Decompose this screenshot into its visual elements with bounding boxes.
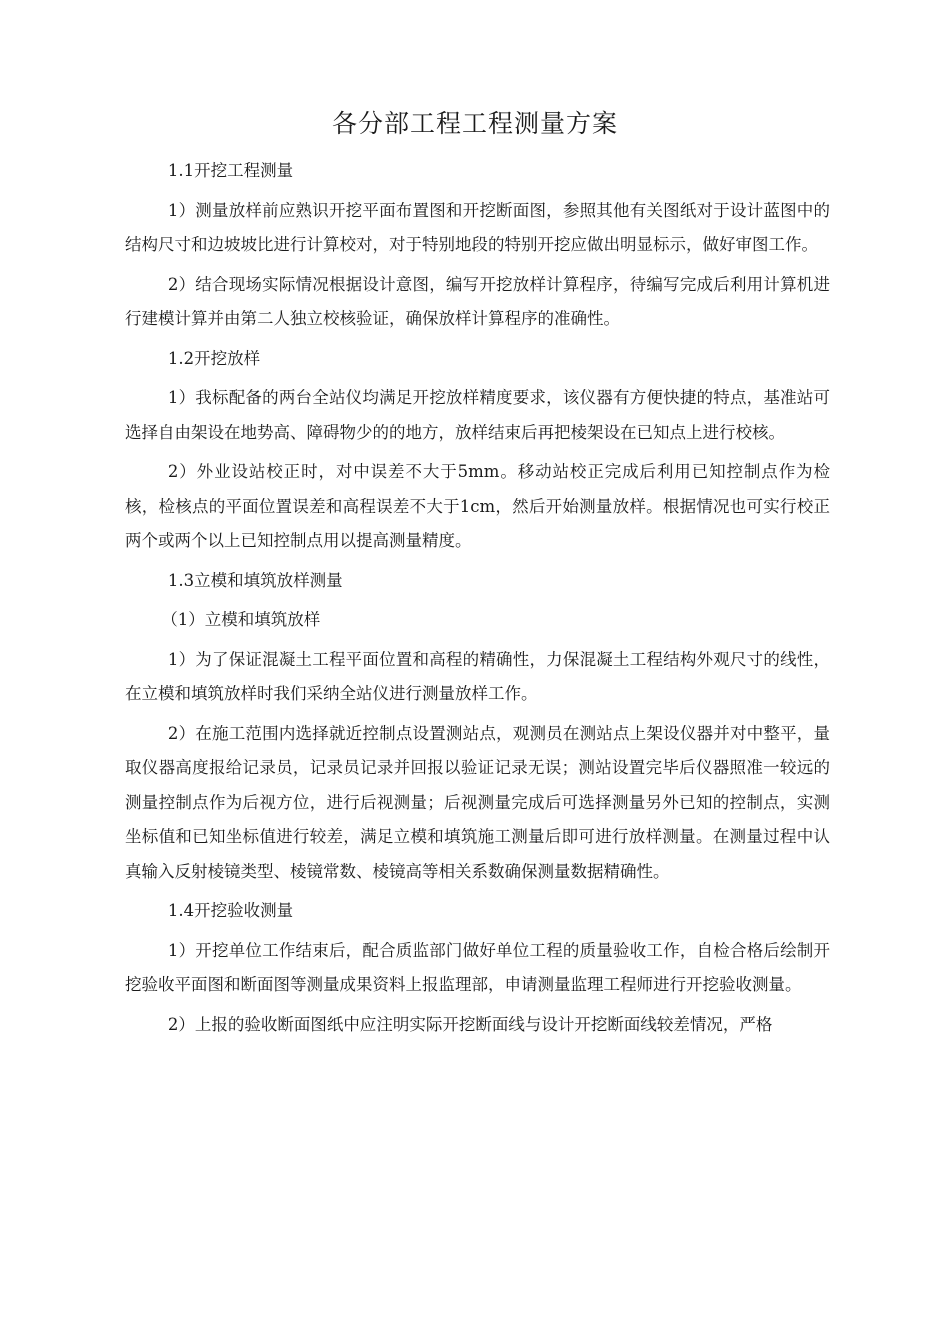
- document-title: 各分部工程工程测量方案: [331, 109, 618, 138]
- paragraph: 1）开挖单位工作结束后，配合质监部门做好单位工程的质量验收工作，自检合格后绘制开挖验收平面图和断面图等测量成果资料上报监理部，申请测量监理工程师进行开挖验收测量。: [125, 940, 830, 994]
- paragraph: 1）为了保证混凝土工程平面位置和高程的精确性，力保混凝土工程结构外观尺寸的线性，在立模和填筑放样时我们采纳全站仪进行测量放样工作。: [125, 649, 830, 703]
- subsection-heading: （1）立模和填筑放样: [161, 610, 321, 629]
- section-heading-1-1: 1.1开挖工程测量: [167, 161, 294, 180]
- document-body: [125, 154, 830, 1047]
- paragraph: 2）上报的验收断面图纸中应注明实际开挖断面线与设计开挖断面线较差情况，严格: [167, 1014, 773, 1034]
- paragraph: 2）外业设站校正时，对中误差不大于5mm。移动站校正完成后利用已知控制点作为检核，检核点的平面位置误差和高程误差不大于1cm，然后开始测量放样。根据情况也可实行校正两个或两个以上已知控制点用以提高测量精度。: [125, 462, 830, 550]
- section-heading-1-2: 1.2开挖放样: [167, 348, 261, 368]
- section-heading-1-4: 1.4开挖验收测量: [167, 901, 294, 920]
- paragraph: 2）结合现场实际情况根据设计意图，编写开挖放样计算程序，待编写完成后利用计算机进行建模计算并由第二人独立校核验证，确保放样计算程序的准确性。: [125, 274, 830, 328]
- paragraph: 2）在施工范围内选择就近控制点设置测站点，观测员在测站点上架设仪器并对中整平，量取仪器高度报给记录员，记录员记录并回报以验证记录无误；测站设置完毕后仪器照准一较远的测量控制点作为后视方位，进行后视测量；后视测量完成后可选择测量另外已知的控制点，实测坐标值和已知坐标值进行较差，满足立模和填筑施工测量后即可进行放样测量。在测量过程中认真输入反射棱镜类型、棱镜常数、棱镜高等相关系数确保测量数据精确性。: [125, 723, 830, 881]
- section-heading-1-3: 1.3立模和填筑放样测量: [167, 570, 343, 590]
- paragraph: 1）测量放样前应熟识开挖平面布置图和开挖断面图，参照其他有关图纸对于设计蓝图中的结构尺寸和边坡坡比进行计算校对，对于特别地段的特别开挖应做出明显标示，做好审图工作。: [125, 200, 830, 254]
- paragraph: 1）我标配备的两台全站仪均满足开挖放样精度要求，该仪器有方便快捷的特点，基准站可选择自由架设在地势高、障碍物少的的地方，放样结束后再把棱架设在已知点上进行校核。: [125, 388, 830, 442]
